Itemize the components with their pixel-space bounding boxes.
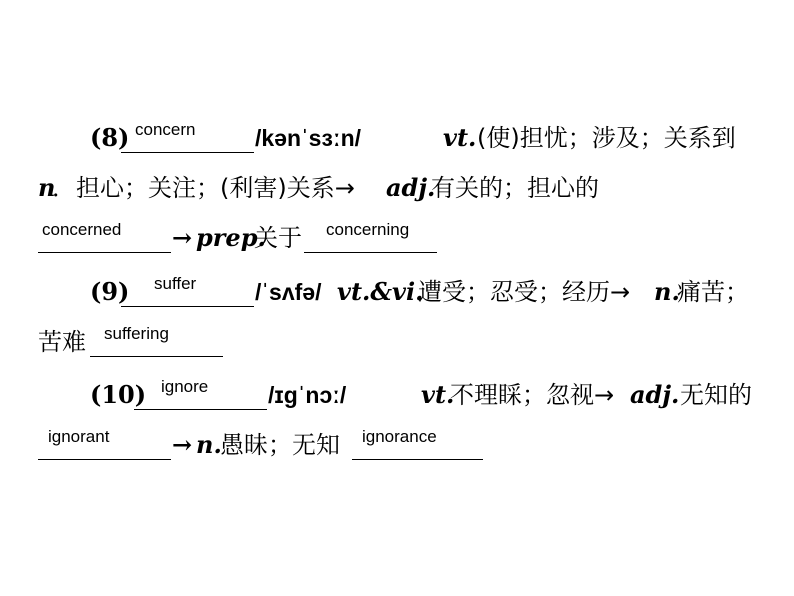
phonetic: /ˈsʌfə/ xyxy=(255,279,322,305)
part-of-speech: vt. xyxy=(443,123,477,152)
entry-8-line-1 xyxy=(0,118,794,158)
answer-blank xyxy=(38,220,171,253)
arrow: → xyxy=(172,223,193,252)
phonetic: /ɪɡˈnɔː/ xyxy=(268,382,347,408)
entry-number: (9) xyxy=(90,277,130,306)
entry-9-line-1 xyxy=(0,272,794,312)
entry-number: (10) xyxy=(90,380,147,409)
entry-number: (8) xyxy=(90,123,130,152)
answer-text: suffering xyxy=(104,324,169,343)
definition-n: ．担心；关注；(利害)关系→ xyxy=(52,174,355,202)
answer-text: concern xyxy=(135,120,196,139)
phonetic: /kənˈsɜːn/ xyxy=(255,125,362,151)
part-of-speech: vt.&vi. xyxy=(337,277,424,306)
answer-blank xyxy=(121,274,254,307)
answer-blank xyxy=(121,120,254,153)
pos-prep: prep. xyxy=(196,223,266,252)
pos-adj: adj. xyxy=(386,173,436,202)
answer-text: ignorance xyxy=(362,427,437,446)
definition: 苦难 xyxy=(38,328,86,356)
entry-8-line-3 xyxy=(0,218,794,258)
answer-text: concerning xyxy=(326,220,410,239)
entry-10-line-1 xyxy=(0,375,794,415)
part-of-speech: vt. xyxy=(421,380,455,409)
answer-blank xyxy=(304,220,437,253)
entry-10-line-2 xyxy=(0,425,794,465)
definition-adj: 有关的；担心的 xyxy=(431,174,599,202)
definition: 不理睬；忽视→ xyxy=(450,381,615,409)
definition-n: 痛苦； xyxy=(677,278,749,306)
entry-9-line-2 xyxy=(0,322,794,362)
pos-n: n. xyxy=(196,430,222,459)
answer-blank xyxy=(90,324,223,357)
definition-adj: 无知的 xyxy=(680,381,752,409)
pos-adj: adj. xyxy=(630,380,680,409)
pos-n: n. xyxy=(654,277,680,306)
answer-text: ignore xyxy=(161,377,209,396)
answer-blank xyxy=(38,427,171,460)
definition-prep: 关于 xyxy=(254,224,302,252)
answer-text: ignorant xyxy=(48,427,110,446)
definition: 遭受；忍受；经历→ xyxy=(418,278,631,306)
definition: (使)担忧；涉及；关系到 xyxy=(477,124,736,152)
answer-blank xyxy=(134,377,267,410)
arrow: → xyxy=(172,430,193,459)
definition-n: 愚昧；无知 xyxy=(220,431,340,459)
entry-8-line-2 xyxy=(0,168,794,208)
pos-n: n xyxy=(38,173,56,202)
answer-text: suffer xyxy=(154,274,197,293)
answer-text: concerned xyxy=(42,220,122,239)
answer-blank xyxy=(352,427,483,460)
